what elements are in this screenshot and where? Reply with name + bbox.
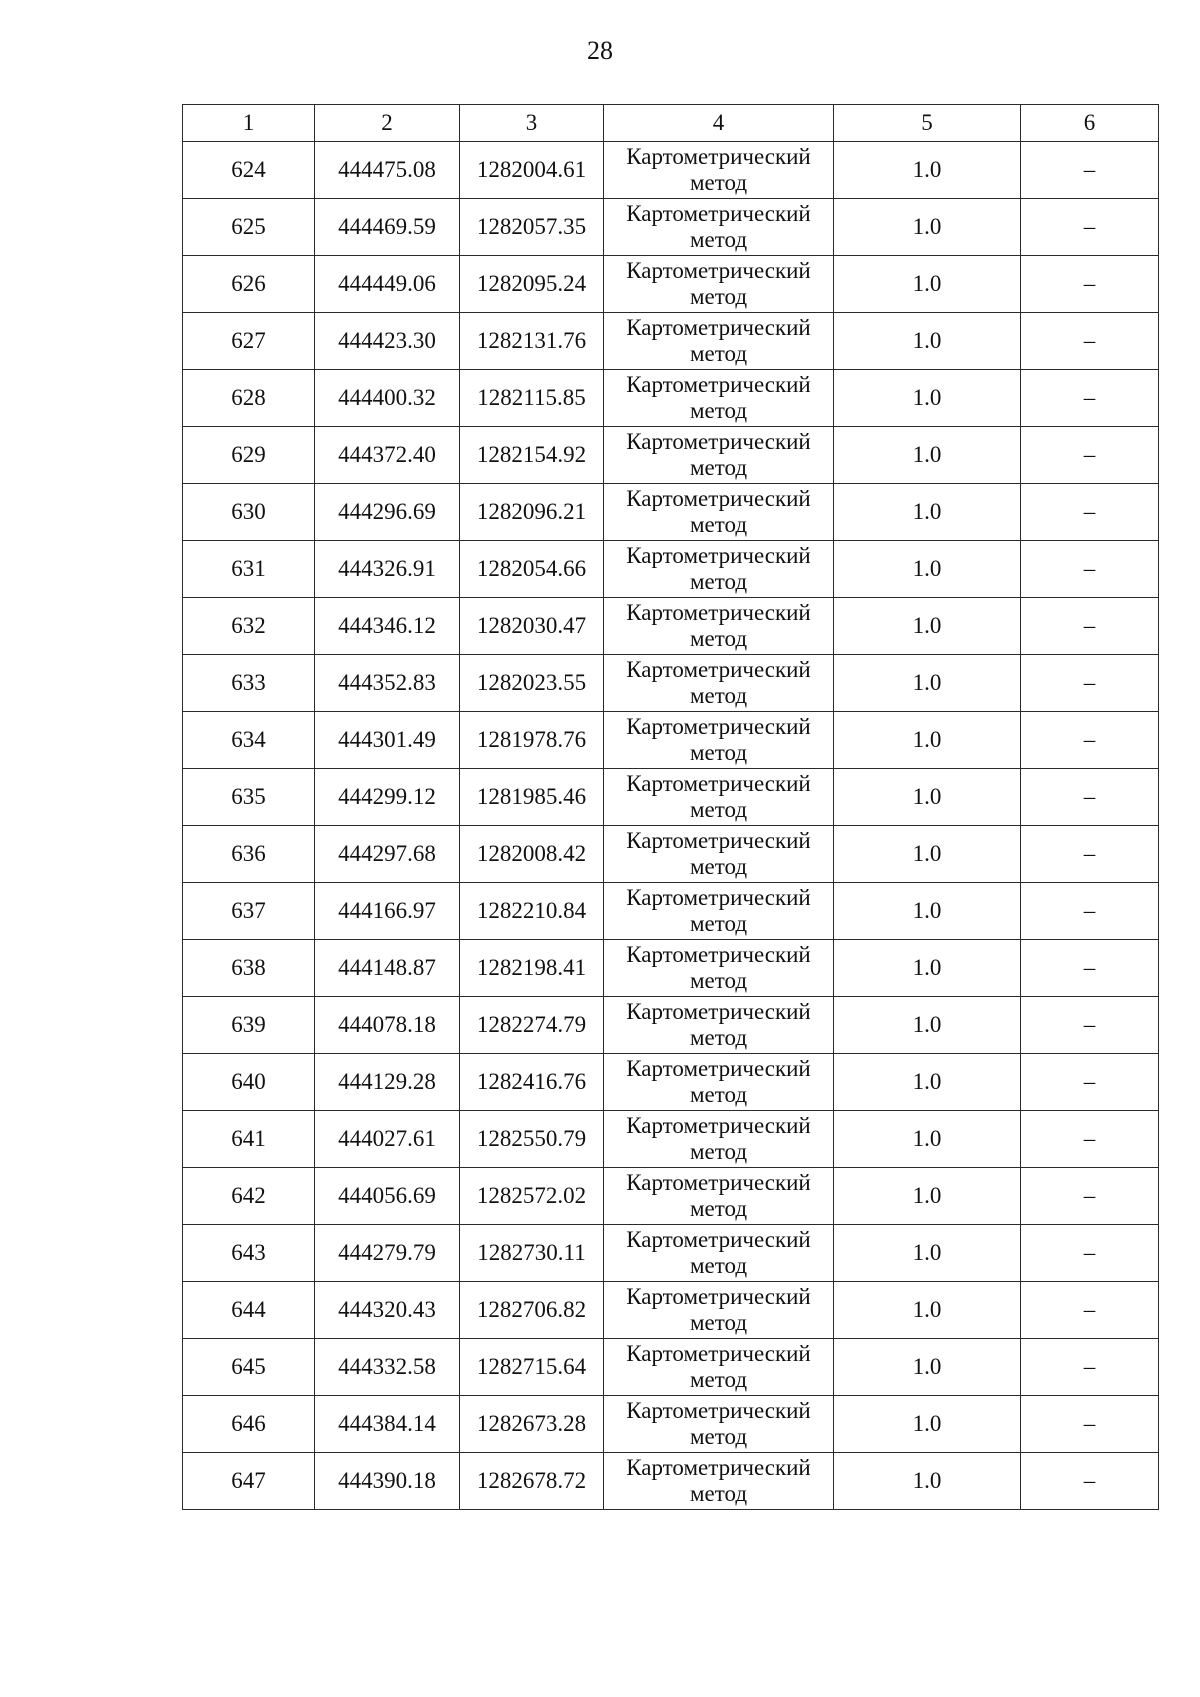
note-cell: – <box>1021 940 1159 997</box>
point-number-cell: 627 <box>183 313 315 370</box>
method-cell <box>604 484 834 541</box>
point-number-cell: 634 <box>183 712 315 769</box>
x-coordinate-cell: 444299.12 <box>315 769 460 826</box>
method-line-1: Картометрический <box>626 201 811 226</box>
table-row <box>183 1282 1159 1339</box>
accuracy-cell: 1.0 <box>834 769 1021 826</box>
coordinates-table <box>182 104 1159 1510</box>
y-coordinate-cell: 1281978.76 <box>460 712 604 769</box>
method-line-2: метод <box>689 968 748 993</box>
accuracy-cell: 1.0 <box>834 199 1021 256</box>
point-number-cell: 626 <box>183 256 315 313</box>
table-row <box>183 712 1159 769</box>
table-row <box>183 940 1159 997</box>
method-cell <box>604 1282 834 1339</box>
accuracy-cell: 1.0 <box>834 655 1021 712</box>
x-coordinate-cell: 444449.06 <box>315 256 460 313</box>
accuracy-cell: 1.0 <box>834 1396 1021 1453</box>
method-line-1: Картометрический <box>626 1398 811 1423</box>
point-number-cell: 624 <box>183 142 315 199</box>
table-body <box>183 142 1159 1510</box>
table-row <box>183 541 1159 598</box>
x-coordinate-cell: 444301.49 <box>315 712 460 769</box>
method-cell <box>604 655 834 712</box>
table-row <box>183 484 1159 541</box>
y-coordinate-cell: 1282706.82 <box>460 1282 604 1339</box>
y-coordinate-cell: 1282154.92 <box>460 427 604 484</box>
x-coordinate-cell: 444326.91 <box>315 541 460 598</box>
method-cell <box>604 1225 834 1282</box>
y-coordinate-cell: 1282096.21 <box>460 484 604 541</box>
method-line-2: метод <box>689 1196 748 1221</box>
method-line-1: Картометрический <box>626 543 811 568</box>
table-row <box>183 655 1159 712</box>
accuracy-cell: 1.0 <box>834 313 1021 370</box>
method-cell <box>604 313 834 370</box>
table-row <box>183 1225 1159 1282</box>
note-cell: – <box>1021 1396 1159 1453</box>
accuracy-cell: 1.0 <box>834 1111 1021 1168</box>
note-cell: – <box>1021 142 1159 199</box>
method-line-1: Картометрический <box>626 372 811 397</box>
method-line-2: метод <box>689 227 748 252</box>
note-cell: – <box>1021 1168 1159 1225</box>
table-row <box>183 883 1159 940</box>
y-coordinate-cell: 1282730.11 <box>460 1225 604 1282</box>
note-cell: – <box>1021 256 1159 313</box>
table-row <box>183 1339 1159 1396</box>
table-row <box>183 997 1159 1054</box>
note-cell: – <box>1021 769 1159 826</box>
x-coordinate-cell: 444129.28 <box>315 1054 460 1111</box>
method-line-2: метод <box>689 626 748 651</box>
x-coordinate-cell: 444400.32 <box>315 370 460 427</box>
y-coordinate-cell: 1282416.76 <box>460 1054 604 1111</box>
point-number-cell: 646 <box>183 1396 315 1453</box>
point-number-cell: 644 <box>183 1282 315 1339</box>
method-line-2: метод <box>689 854 748 879</box>
table-row <box>183 1054 1159 1111</box>
method-line-1: Картометрический <box>626 1056 811 1081</box>
x-coordinate-cell: 444332.58 <box>315 1339 460 1396</box>
method-line-1: Картометрический <box>626 828 811 853</box>
accuracy-cell: 1.0 <box>834 1453 1021 1510</box>
accuracy-cell: 1.0 <box>834 598 1021 655</box>
y-coordinate-cell: 1282057.35 <box>460 199 604 256</box>
point-number-cell: 639 <box>183 997 315 1054</box>
accuracy-cell: 1.0 <box>834 997 1021 1054</box>
point-number-cell: 631 <box>183 541 315 598</box>
method-cell <box>604 1396 834 1453</box>
note-cell: – <box>1021 1282 1159 1339</box>
table-row <box>183 1111 1159 1168</box>
x-coordinate-cell: 444390.18 <box>315 1453 460 1510</box>
accuracy-cell: 1.0 <box>834 541 1021 598</box>
method-line-1: Картометрический <box>626 1341 811 1366</box>
point-number-cell: 638 <box>183 940 315 997</box>
method-line-2: метод <box>689 1424 748 1449</box>
y-coordinate-cell: 1282198.41 <box>460 940 604 997</box>
method-line-1: Картометрический <box>626 429 811 454</box>
note-cell: – <box>1021 997 1159 1054</box>
method-cell <box>604 997 834 1054</box>
point-number-cell: 632 <box>183 598 315 655</box>
method-line-1: Картометрический <box>626 1455 811 1480</box>
x-coordinate-cell: 444475.08 <box>315 142 460 199</box>
column-header-1: 1 <box>183 105 315 142</box>
table-row <box>183 1396 1159 1453</box>
x-coordinate-cell: 444078.18 <box>315 997 460 1054</box>
method-line-1: Картометрический <box>626 486 811 511</box>
method-line-2: метод <box>689 1367 748 1392</box>
note-cell: – <box>1021 1339 1159 1396</box>
method-cell <box>604 769 834 826</box>
point-number-cell: 636 <box>183 826 315 883</box>
method-line-1: Картометрический <box>626 258 811 283</box>
method-line-2: метод <box>689 911 748 936</box>
method-cell <box>604 712 834 769</box>
method-cell <box>604 940 834 997</box>
method-cell <box>604 256 834 313</box>
method-line-2: метод <box>689 1310 748 1335</box>
method-cell <box>604 1111 834 1168</box>
accuracy-cell: 1.0 <box>834 883 1021 940</box>
point-number-cell: 643 <box>183 1225 315 1282</box>
y-coordinate-cell: 1282274.79 <box>460 997 604 1054</box>
method-line-2: метод <box>689 683 748 708</box>
point-number-cell: 640 <box>183 1054 315 1111</box>
point-number-cell: 633 <box>183 655 315 712</box>
method-cell <box>604 370 834 427</box>
accuracy-cell: 1.0 <box>834 1339 1021 1396</box>
y-coordinate-cell: 1282572.02 <box>460 1168 604 1225</box>
method-line-2: метод <box>689 170 748 195</box>
method-line-1: Картометрический <box>626 714 811 739</box>
note-cell: – <box>1021 883 1159 940</box>
note-cell: – <box>1021 484 1159 541</box>
x-coordinate-cell: 444352.83 <box>315 655 460 712</box>
x-coordinate-cell: 444346.12 <box>315 598 460 655</box>
accuracy-cell: 1.0 <box>834 256 1021 313</box>
method-line-2: метод <box>689 569 748 594</box>
method-line-1: Картометрический <box>626 999 811 1024</box>
y-coordinate-cell: 1282715.64 <box>460 1339 604 1396</box>
note-cell: – <box>1021 1111 1159 1168</box>
method-cell <box>604 826 834 883</box>
note-cell: – <box>1021 826 1159 883</box>
accuracy-cell: 1.0 <box>834 370 1021 427</box>
table-row <box>183 313 1159 370</box>
y-coordinate-cell: 1282115.85 <box>460 370 604 427</box>
accuracy-cell: 1.0 <box>834 712 1021 769</box>
point-number-cell: 628 <box>183 370 315 427</box>
accuracy-cell: 1.0 <box>834 1054 1021 1111</box>
method-line-1: Картометрический <box>626 315 811 340</box>
note-cell: – <box>1021 1453 1159 1510</box>
note-cell: – <box>1021 598 1159 655</box>
point-number-cell: 641 <box>183 1111 315 1168</box>
method-line-2: метод <box>689 740 748 765</box>
x-coordinate-cell: 444423.30 <box>315 313 460 370</box>
method-line-2: метод <box>689 1082 748 1107</box>
point-number-cell: 629 <box>183 427 315 484</box>
method-cell <box>604 1054 834 1111</box>
x-coordinate-cell: 444056.69 <box>315 1168 460 1225</box>
method-line-1: Картометрический <box>626 771 811 796</box>
accuracy-cell: 1.0 <box>834 1225 1021 1282</box>
note-cell: – <box>1021 541 1159 598</box>
table-row <box>183 1168 1159 1225</box>
column-header-6: 6 <box>1021 105 1159 142</box>
y-coordinate-cell: 1282008.42 <box>460 826 604 883</box>
method-cell <box>604 1168 834 1225</box>
x-coordinate-cell: 444320.43 <box>315 1282 460 1339</box>
method-cell <box>604 541 834 598</box>
x-coordinate-cell: 444027.61 <box>315 1111 460 1168</box>
table-row <box>183 826 1159 883</box>
method-line-2: метод <box>689 1481 748 1506</box>
method-line-1: Картометрический <box>626 1284 811 1309</box>
x-coordinate-cell: 444296.69 <box>315 484 460 541</box>
method-line-1: Картометрический <box>626 942 811 967</box>
table-row <box>183 1453 1159 1510</box>
point-number-cell: 625 <box>183 199 315 256</box>
method-line-1: Картометрический <box>626 657 811 682</box>
column-header-5: 5 <box>834 105 1021 142</box>
x-coordinate-cell: 444372.40 <box>315 427 460 484</box>
note-cell: – <box>1021 655 1159 712</box>
method-line-1: Картометрический <box>626 1113 811 1138</box>
y-coordinate-cell: 1282030.47 <box>460 598 604 655</box>
accuracy-cell: 1.0 <box>834 484 1021 541</box>
method-line-2: метод <box>689 1253 748 1278</box>
column-header-2: 2 <box>315 105 460 142</box>
x-coordinate-cell: 444148.87 <box>315 940 460 997</box>
y-coordinate-cell: 1282210.84 <box>460 883 604 940</box>
table-row <box>183 598 1159 655</box>
x-coordinate-cell: 444279.79 <box>315 1225 460 1282</box>
point-number-cell: 635 <box>183 769 315 826</box>
note-cell: – <box>1021 427 1159 484</box>
method-line-1: Картометрический <box>626 885 811 910</box>
note-cell: – <box>1021 712 1159 769</box>
x-coordinate-cell: 444166.97 <box>315 883 460 940</box>
y-coordinate-cell: 1282131.76 <box>460 313 604 370</box>
y-coordinate-cell: 1281985.46 <box>460 769 604 826</box>
y-coordinate-cell: 1282550.79 <box>460 1111 604 1168</box>
method-line-2: метод <box>689 1139 748 1164</box>
column-header-3: 3 <box>460 105 604 142</box>
table-row <box>183 256 1159 313</box>
method-line-2: метод <box>689 341 748 366</box>
note-cell: – <box>1021 199 1159 256</box>
point-number-cell: 630 <box>183 484 315 541</box>
header-row <box>183 105 1159 142</box>
y-coordinate-cell: 1282023.55 <box>460 655 604 712</box>
x-coordinate-cell: 444384.14 <box>315 1396 460 1453</box>
column-header-4: 4 <box>604 105 834 142</box>
method-line-1: Картометрический <box>626 1227 811 1252</box>
note-cell: – <box>1021 313 1159 370</box>
accuracy-cell: 1.0 <box>834 1168 1021 1225</box>
table-row <box>183 769 1159 826</box>
table-row <box>183 370 1159 427</box>
accuracy-cell: 1.0 <box>834 826 1021 883</box>
method-line-1: Картометрический <box>626 600 811 625</box>
x-coordinate-cell: 444469.59 <box>315 199 460 256</box>
method-cell <box>604 142 834 199</box>
accuracy-cell: 1.0 <box>834 940 1021 997</box>
method-line-2: метод <box>689 1025 748 1050</box>
y-coordinate-cell: 1282678.72 <box>460 1453 604 1510</box>
method-cell <box>604 1453 834 1510</box>
point-number-cell: 642 <box>183 1168 315 1225</box>
point-number-cell: 647 <box>183 1453 315 1510</box>
method-cell <box>604 1339 834 1396</box>
note-cell: – <box>1021 1225 1159 1282</box>
accuracy-cell: 1.0 <box>834 427 1021 484</box>
y-coordinate-cell: 1282004.61 <box>460 142 604 199</box>
table-row <box>183 142 1159 199</box>
table-row <box>183 427 1159 484</box>
y-coordinate-cell: 1282054.66 <box>460 541 604 598</box>
accuracy-cell: 1.0 <box>834 142 1021 199</box>
accuracy-cell: 1.0 <box>834 1282 1021 1339</box>
table-row <box>183 199 1159 256</box>
method-cell <box>604 199 834 256</box>
method-cell <box>604 883 834 940</box>
point-number-cell: 637 <box>183 883 315 940</box>
page-number: 28 <box>587 36 613 65</box>
method-line-2: метод <box>689 284 748 309</box>
point-number-cell: 645 <box>183 1339 315 1396</box>
method-cell <box>604 427 834 484</box>
y-coordinate-cell: 1282095.24 <box>460 256 604 313</box>
x-coordinate-cell: 444297.68 <box>315 826 460 883</box>
note-cell: – <box>1021 370 1159 427</box>
method-line-2: метод <box>689 455 748 480</box>
y-coordinate-cell: 1282673.28 <box>460 1396 604 1453</box>
method-cell <box>604 598 834 655</box>
method-line-1: Картометрический <box>626 1170 811 1195</box>
method-line-2: метод <box>689 398 748 423</box>
method-line-1: Картометрический <box>626 144 811 169</box>
method-line-2: метод <box>689 797 748 822</box>
note-cell: – <box>1021 1054 1159 1111</box>
method-line-2: метод <box>689 512 748 537</box>
